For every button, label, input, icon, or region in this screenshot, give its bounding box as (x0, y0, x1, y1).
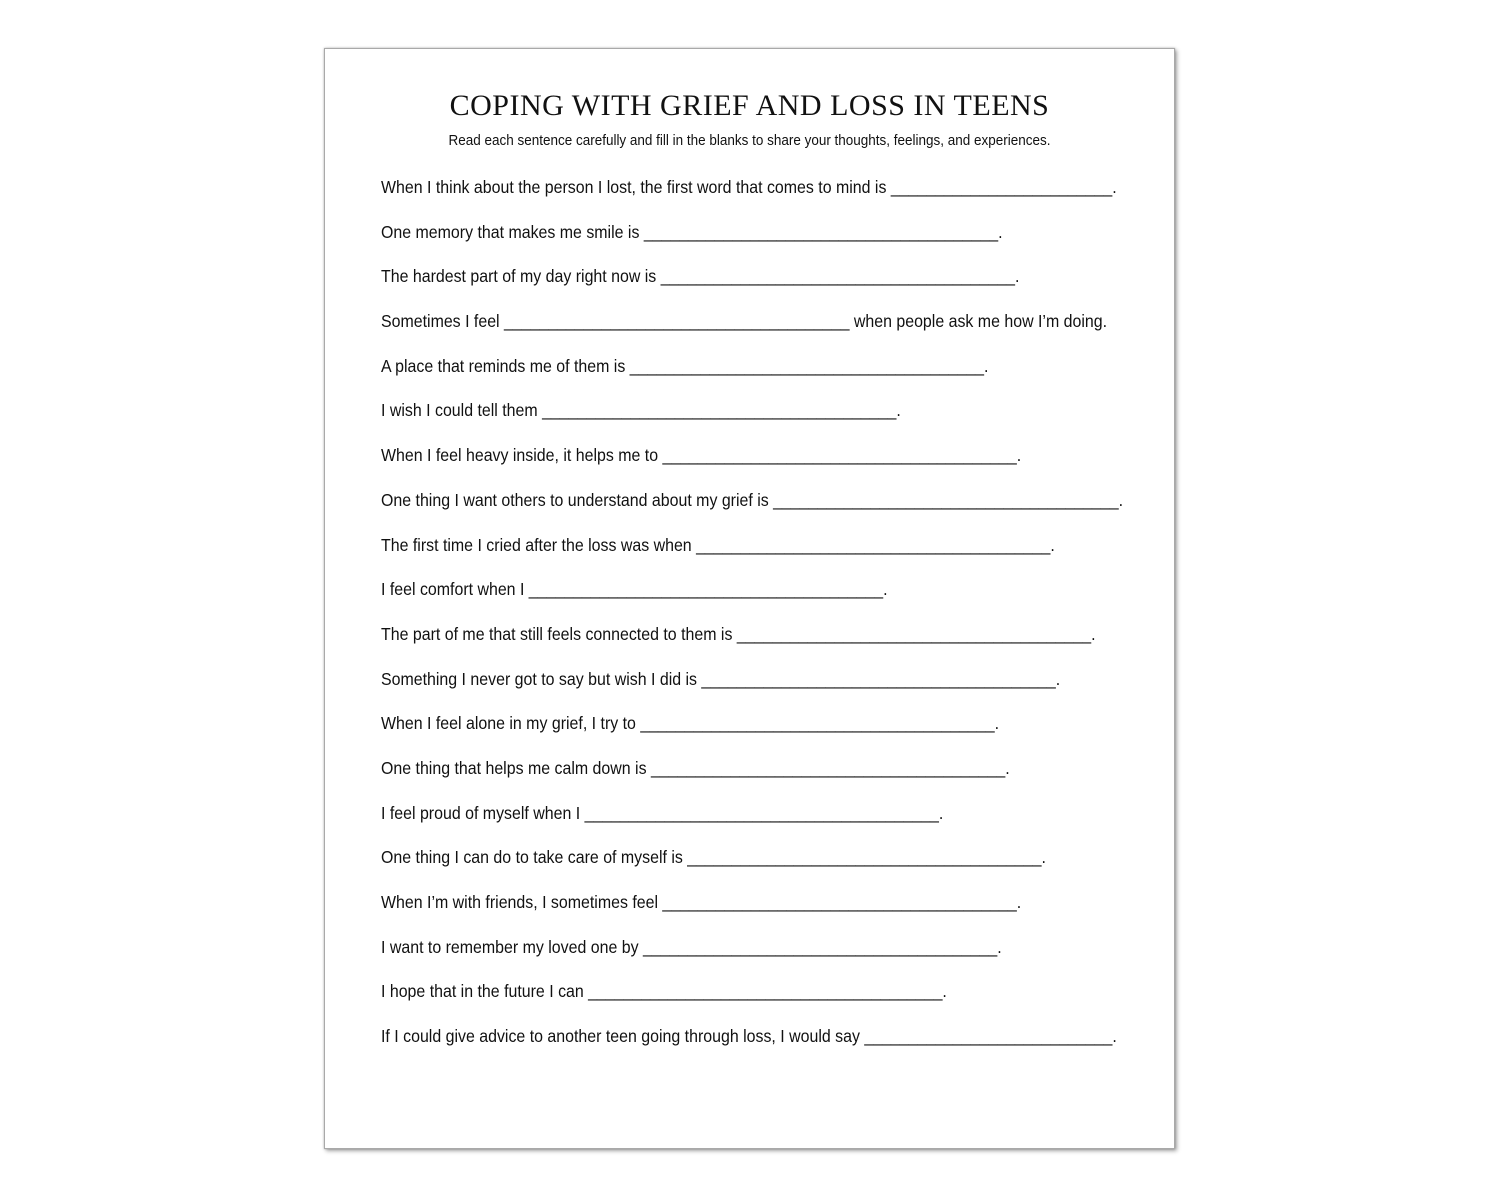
prompt-2: One memory that makes me smile is ________________________________________. (381, 221, 1003, 242)
prompt-13: When I feel alone in my grief, I try to ________________________________________. (381, 713, 1000, 734)
prompt-list (381, 177, 1161, 1071)
prompt-12: Something I never got to say but wish I did is ________________________________________. (381, 668, 1061, 689)
prompt-15: I feel proud of myself when I ________________________________________. (381, 802, 944, 823)
prompt-20: If I could give advice to another teen going through loss, I would say ____________________________. (381, 1026, 1117, 1047)
prompt-5: A place that reminds me of them is ________________________________________. (381, 355, 989, 376)
worksheet-title: COPING WITH GRIEF AND LOSS IN TEENS (449, 89, 1050, 122)
prompt-10: I feel comfort when I ________________________________________. (381, 579, 888, 600)
prompt-6: I wish I could tell them ________________________________________. (381, 400, 901, 421)
prompt-3: The hardest part of my day right now is ________________________________________. (381, 266, 1020, 287)
prompt-7: When I feel heavy inside, it helps me to ________________________________________. (381, 445, 1022, 466)
prompt-14: One thing that helps me calm down is ________________________________________. (381, 757, 1010, 778)
prompt-16: One thing I can do to take care of myself is ________________________________________. (381, 847, 1046, 868)
prompt-9: The first time I cried after the loss was when ________________________________________. (381, 534, 1055, 555)
prompt-19: I hope that in the future I can ________________________________________. (381, 981, 947, 1002)
prompt-8: One thing I want others to understand about my grief is _______________________________________. (381, 489, 1123, 510)
prompt-1: When I think about the person I lost, the first word that comes to mind is _________________________. (381, 177, 1117, 197)
prompt-11: The part of me that still feels connected to them is ________________________________________. (381, 623, 1096, 644)
worksheet-instructions: Read each sentence carefully and fill in the blanks to share your thoughts, feelings, and experiences. (448, 133, 1051, 149)
prompt-18: I want to remember my loved one by ________________________________________. (381, 936, 1002, 957)
prompt-17: When I’m with friends, I sometimes feel ________________________________________. (381, 892, 1022, 912)
prompt-4: Sometimes I feel _______________________________________ when people ask me how I’m doing. (381, 311, 1108, 332)
worksheet-page (324, 48, 1175, 1149)
